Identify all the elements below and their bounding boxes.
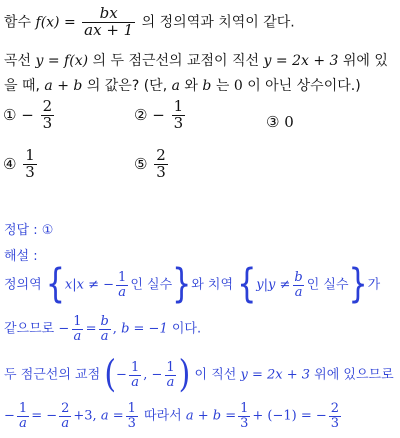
option-1[interactable]	[3, 99, 56, 132]
sign: −	[58, 321, 70, 337]
solution-text: 이 직선	[194, 367, 237, 383]
numerator: b	[294, 269, 303, 285]
math-expression: = −	[31, 408, 58, 424]
numerator: b	[100, 314, 109, 329]
fraction	[116, 271, 128, 299]
denominator: a	[61, 415, 70, 431]
problem-line-2	[4, 50, 388, 70]
option-5[interactable]	[134, 148, 170, 181]
sign: −	[116, 367, 127, 383]
problem-line-3	[4, 75, 361, 95]
math-expression: +3,	[73, 408, 97, 424]
math-var: x	[64, 277, 73, 293]
math-expression: a + b =	[185, 408, 237, 424]
solution-text: 두 점근선의 교점	[4, 367, 101, 383]
problem-text: 와	[184, 78, 198, 94]
fraction	[59, 402, 71, 430]
numerator: 1	[166, 359, 175, 375]
math-expression: + (−1) = −	[252, 408, 327, 424]
comma: , −	[143, 367, 163, 383]
solution-text: 가	[367, 277, 381, 293]
denominator: a	[118, 284, 127, 300]
denominator: 3	[330, 415, 340, 431]
right-paren: )	[178, 352, 191, 397]
denominator: a	[131, 374, 139, 390]
sign: −	[4, 408, 15, 424]
problem-line-1	[4, 6, 295, 39]
problem-text: 는	[215, 78, 230, 94]
left-paren: (	[104, 352, 117, 397]
fraction	[98, 315, 110, 343]
option-2[interactable]	[134, 99, 187, 132]
numerator: 1	[127, 401, 136, 416]
denominator: 3	[42, 113, 53, 132]
math-expression: b = −1	[121, 321, 168, 337]
fraction	[126, 402, 138, 430]
denominator: 3	[25, 162, 35, 181]
math-bar: |	[72, 277, 77, 293]
denominator: a	[294, 284, 303, 300]
solution-text: 따라서	[144, 408, 182, 424]
fraction	[329, 402, 341, 430]
option-3[interactable]	[266, 113, 294, 131]
solution-line-2	[4, 315, 201, 343]
fraction	[154, 148, 168, 181]
fraction	[71, 315, 83, 343]
option-number: ①	[3, 105, 17, 124]
math-bar: |	[263, 277, 269, 293]
solution-text: 이다.	[171, 321, 202, 337]
option-number: ③	[266, 113, 280, 131]
sign: −	[152, 105, 165, 124]
solution-text: 위에 있으므로	[314, 367, 394, 383]
math-expression: x ≠ −	[76, 277, 115, 293]
problem-text: 을 때,	[4, 78, 40, 94]
solution-text: 정의역	[4, 277, 42, 293]
math-expression: 0	[233, 78, 243, 94]
math-expression: b	[202, 78, 212, 94]
denominator: ax + 1	[84, 20, 134, 39]
left-brace: {	[237, 260, 257, 308]
option-value: 0	[284, 113, 294, 131]
numerator: 2	[42, 97, 53, 115]
solution-text: 인 실수	[130, 277, 173, 293]
numerator: 1	[18, 401, 28, 416]
fraction	[82, 6, 135, 39]
fraction	[238, 402, 250, 430]
solution-text: 인 실수	[306, 277, 349, 293]
fraction	[23, 148, 37, 181]
problem-text: 함수	[4, 14, 32, 31]
numerator: 1	[240, 401, 249, 416]
math-expression: f(x) =	[35, 14, 76, 31]
numerator: 1	[118, 269, 127, 285]
option-number: ②	[134, 105, 148, 124]
problem-text: 의 정의역과 치역이 같다.	[141, 14, 295, 31]
fraction	[164, 361, 176, 389]
answer-label: 정답 : ①	[4, 223, 54, 238]
math-expression: y = 2x + 3	[263, 53, 339, 69]
numerator: 1	[130, 359, 140, 375]
math-expression: a	[171, 78, 180, 94]
left-brace: {	[45, 260, 65, 308]
denominator: 3	[240, 415, 249, 431]
option-4[interactable]	[3, 148, 39, 181]
fraction	[129, 361, 141, 389]
problem-text: 의 두 점근선의 교점이 직선	[92, 53, 260, 69]
option-number: ⑤	[134, 154, 148, 173]
math-expression: a + b	[44, 78, 83, 94]
denominator: 3	[156, 162, 166, 181]
fraction	[41, 99, 55, 132]
solution-text: 같으므로	[4, 321, 55, 337]
denominator: a	[100, 328, 109, 344]
fraction	[172, 99, 186, 132]
sign: −	[21, 105, 34, 124]
denominator: 3	[173, 113, 184, 132]
math-var: y	[256, 277, 264, 293]
right-brace: }	[348, 260, 368, 308]
denominator: a	[166, 374, 175, 390]
numerator: 2	[330, 401, 340, 416]
problem-text: 의 값은? (단,	[86, 78, 168, 94]
problem-text: 곡선	[4, 53, 32, 69]
solution-line-1	[4, 260, 381, 308]
equals: =	[85, 321, 97, 337]
denominator: a	[19, 415, 27, 431]
option-number: ④	[3, 154, 17, 173]
numerator: 1	[73, 314, 82, 329]
numerator: 1	[173, 97, 184, 115]
fraction	[292, 271, 304, 299]
denominator: a	[73, 328, 82, 344]
numerator: 1	[25, 146, 35, 164]
problem-text: 위에 있	[342, 53, 388, 69]
math-expression: y = 2x + 3	[240, 367, 311, 383]
math-expression: y = f(x)	[35, 53, 89, 69]
comma: ,	[112, 321, 117, 337]
numerator: bx	[99, 4, 118, 22]
numerator: 2	[156, 146, 166, 164]
solution-line-4	[4, 402, 343, 430]
solution-line-3	[4, 352, 394, 397]
right-brace: }	[172, 260, 192, 308]
explanation-label: 해설 :	[4, 249, 38, 264]
numerator: 2	[61, 401, 70, 416]
math-expression: y ≠	[268, 277, 291, 293]
math-expression: a =	[100, 408, 124, 424]
denominator: 3	[127, 415, 136, 431]
fraction	[17, 402, 29, 430]
problem-text: 이 아닌 상수이다.)	[247, 78, 361, 94]
solution-text: 와 치역	[191, 277, 234, 293]
